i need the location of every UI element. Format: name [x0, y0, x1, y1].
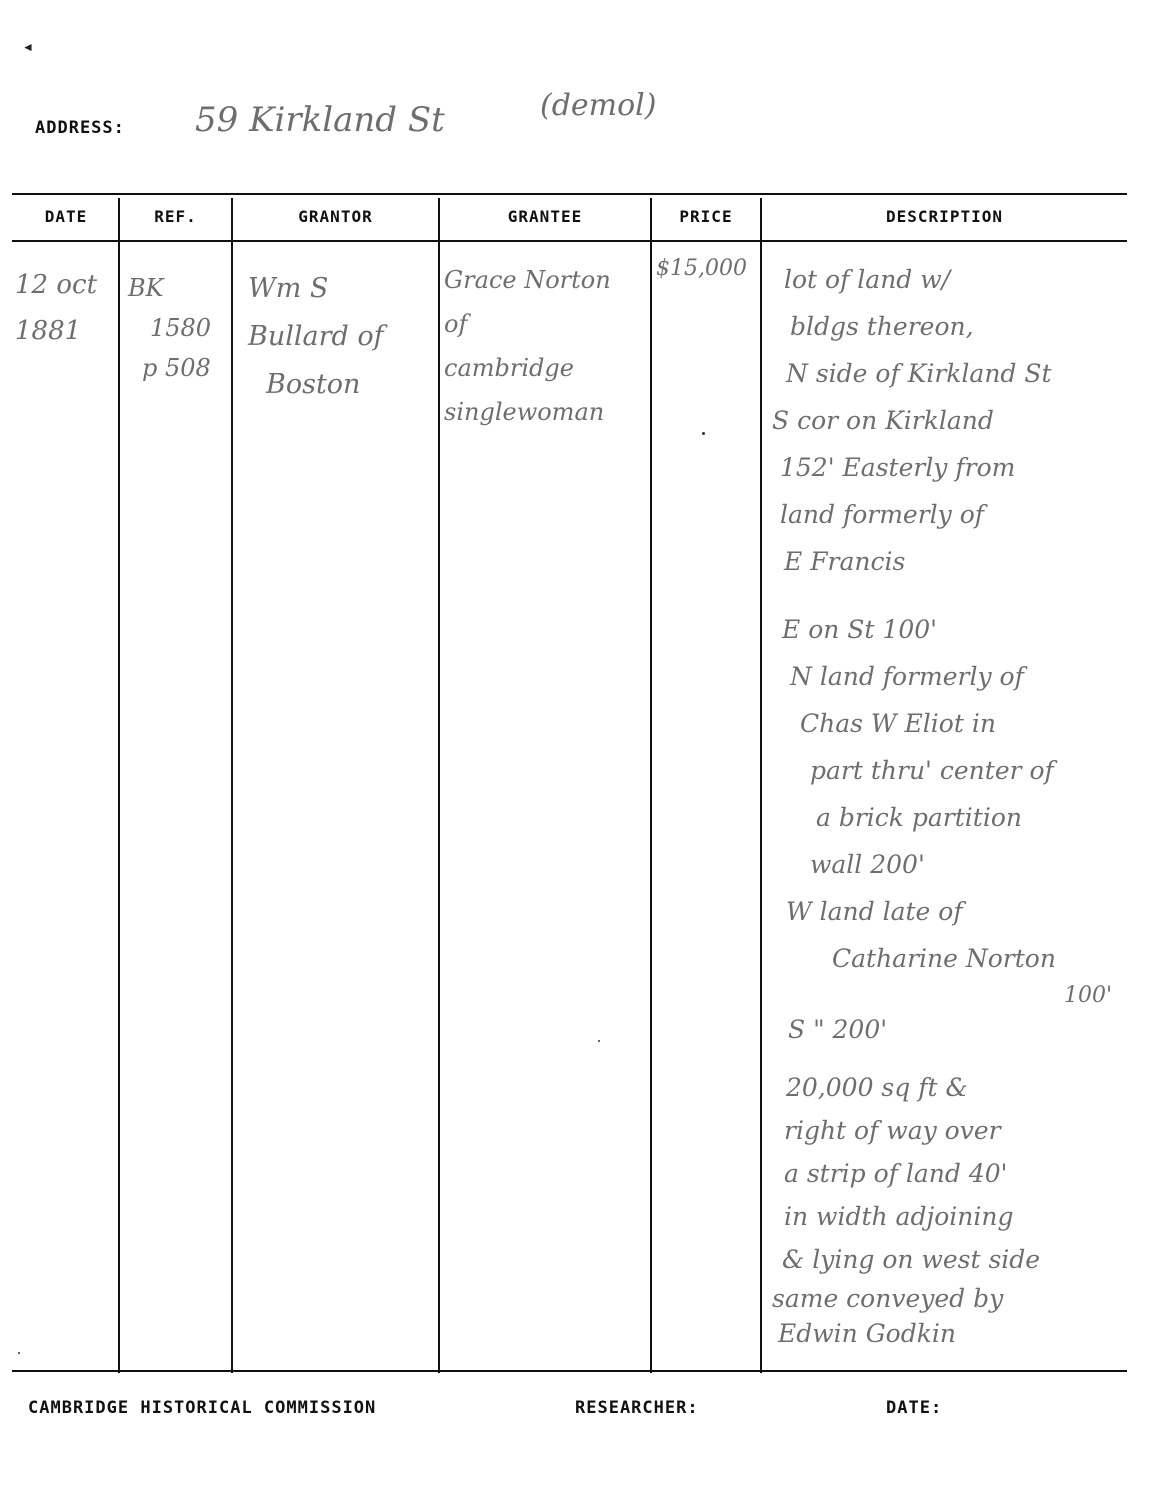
- description-line: Edwin Godkin: [778, 1319, 956, 1348]
- column-header-grantee: GRANTEE: [507, 207, 583, 226]
- description-bounds: [772, 606, 1112, 1050]
- address-note: (demol): [540, 88, 657, 123]
- column-header-grantor: GRANTOR: [298, 207, 373, 226]
- stray-mark: [18, 1352, 20, 1354]
- description-line: N land formerly of: [790, 662, 1024, 691]
- description-line: a brick partition: [816, 803, 1022, 832]
- record-ref-number: 1580: [150, 314, 212, 342]
- column-header-ref: REF.: [154, 207, 197, 226]
- record-grantee: [444, 258, 611, 434]
- column-divider: [118, 198, 120, 1373]
- record-ref-book: BK: [128, 274, 164, 302]
- description-line: E on St 100': [782, 615, 938, 644]
- record-grantor: [248, 265, 384, 409]
- record-date-year: 1881: [15, 316, 82, 346]
- description-line: land formerly of: [780, 500, 985, 529]
- record-ref: [128, 268, 211, 388]
- record-date-day: 12 oct: [15, 270, 98, 300]
- description-line: right of way over: [784, 1116, 1001, 1145]
- column-divider: [760, 198, 762, 1373]
- grantor-line: Wm S: [248, 273, 329, 304]
- grantor-line: Bullard of: [248, 321, 384, 352]
- stray-mark: [598, 1040, 600, 1042]
- description-line: N side of Kirkland St: [786, 359, 1052, 388]
- grantee-line: of: [444, 310, 468, 338]
- address-label: ADDRESS:: [35, 118, 125, 138]
- description-line: S " 200': [788, 1015, 888, 1044]
- description-line: bldgs thereon,: [790, 312, 974, 341]
- record-ref-page: p 508: [142, 354, 211, 382]
- description-area-rights: [772, 1066, 1040, 1351]
- grantee-line: Grace Norton: [444, 266, 611, 294]
- description-line: a strip of land 40': [784, 1159, 1008, 1188]
- description-line: lot of land w/: [784, 265, 951, 294]
- footer-researcher-label: RESEARCHER:: [575, 1398, 699, 1418]
- grantor-line: Boston: [266, 369, 361, 400]
- address-value: 59 Kirkland St: [195, 100, 445, 140]
- description-line: wall 200': [810, 850, 925, 879]
- column-divider: [650, 198, 652, 1373]
- description-line: 20,000 sq ft &: [786, 1073, 968, 1102]
- table-top-rule: [12, 193, 1127, 195]
- column-header-date: DATE: [44, 207, 88, 226]
- description-intro: [772, 256, 1052, 585]
- grantee-line: cambridge: [444, 354, 574, 382]
- footer-organization: CAMBRIDGE HISTORICAL COMMISSION: [28, 1398, 377, 1418]
- description-line: & lying on west side: [782, 1245, 1041, 1274]
- column-header-description: DESCRIPTION: [886, 207, 1003, 226]
- record-price: $15,000: [656, 256, 747, 281]
- header-bottom-rule: [12, 240, 1127, 242]
- column-divider: [438, 198, 440, 1373]
- record-date: [15, 262, 97, 354]
- description-line: in width adjoining: [784, 1202, 1014, 1231]
- footer-date-label: DATE:: [886, 1398, 943, 1418]
- corner-mark-icon: ◄: [22, 40, 34, 54]
- grantee-line: singlewoman: [444, 398, 605, 426]
- description-line: 152' Easterly from: [780, 453, 1016, 482]
- description-line: S cor on Kirkland: [772, 406, 994, 435]
- stray-mark: [702, 432, 705, 435]
- description-line: Chas W Eliot in: [800, 709, 996, 738]
- description-line: E Francis: [784, 547, 906, 576]
- column-divider: [231, 198, 233, 1373]
- description-line: same conveyed by: [772, 1284, 1004, 1313]
- description-line: W land late of: [786, 897, 963, 926]
- description-line: part thru' center of: [810, 756, 1054, 785]
- description-line: Catharine Norton: [832, 944, 1056, 973]
- table-bottom-rule: [12, 1370, 1127, 1372]
- description-line: 100': [1064, 983, 1113, 1008]
- column-header-price: PRICE: [679, 207, 733, 226]
